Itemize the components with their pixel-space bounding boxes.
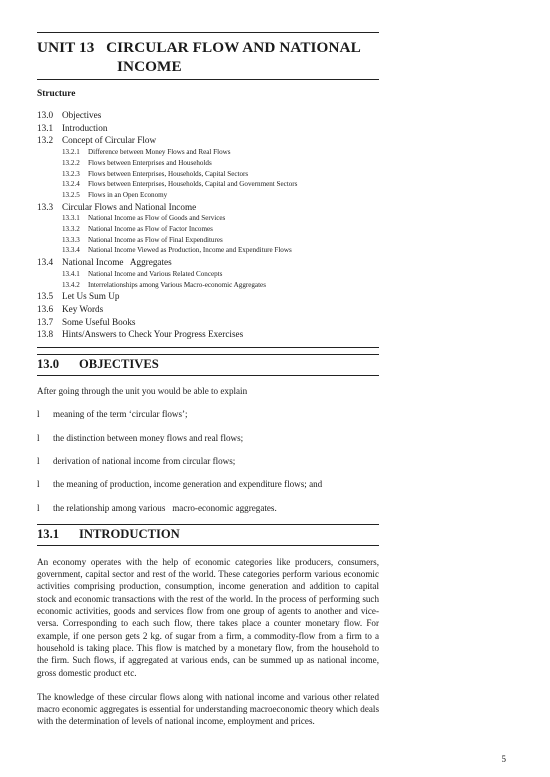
objective-text: derivation of national income from circular flows; [53, 455, 236, 466]
toc-number: 13.4.1 [62, 269, 80, 278]
structure-list [37, 109, 379, 341]
objectives-intro: After going through the unit you would be able to explain [37, 386, 248, 397]
unit-title-line2: INCOME [117, 58, 182, 75]
bullet-glyph: l [37, 479, 40, 490]
toc-number: 13.2.4 [62, 180, 80, 189]
toc-subitem [37, 147, 379, 158]
toc-label: Concept of Circular Flow [62, 135, 157, 146]
toc-subitem [37, 213, 379, 224]
toc-number: 13.2 [37, 135, 54, 146]
objective-bullet [37, 432, 379, 444]
section-heading-objectives [37, 355, 379, 375]
toc-item [37, 109, 379, 122]
toc-number: 13.2.5 [62, 190, 80, 199]
toc-subitem [37, 269, 379, 280]
toc-label: Let Us Sum Up [62, 291, 120, 302]
toc-label: Flows between Enterprises, Households, Capital Sectors [88, 169, 249, 178]
toc-label: Key Words [62, 303, 104, 314]
toc-label: National Income Aggregates [62, 257, 172, 268]
objectives-bullet-list [37, 408, 379, 513]
toc-label: Some Useful Books [62, 316, 136, 327]
toc-number: 13.6 [37, 303, 54, 314]
toc-item [37, 256, 379, 269]
toc-number: 13.2.3 [62, 169, 80, 178]
toc-label: Difference between Money Flows and Real Flows [88, 148, 231, 157]
toc-label: National Income Viewed as Production, Income and Expenditure Flows [88, 246, 292, 255]
toc-label: Interrelationships among Various Macro-economic Aggregates [88, 280, 266, 289]
toc-item [37, 134, 379, 147]
toc-number: 13.1 [37, 122, 54, 133]
toc-number: 13.0 [37, 110, 54, 120]
page-content [37, 32, 379, 728]
toc-label: Flows in an Open Economy [88, 190, 168, 199]
toc-label: Objectives [62, 110, 102, 120]
toc-subitem [37, 179, 379, 190]
structure-heading: Structure [37, 89, 76, 99]
toc-number: 13.7 [37, 316, 54, 327]
section-number: 13.0 [37, 357, 60, 372]
toc-label: Hints/Answers to Check Your Progress Exercises [62, 329, 244, 340]
toc-subitem [37, 280, 379, 291]
bullet-glyph: l [37, 432, 40, 443]
toc-number: 13.3.2 [62, 225, 80, 234]
toc-number: 13.3.1 [62, 214, 80, 223]
objective-bullet [37, 502, 379, 514]
toc-label: National Income and Various Related Concepts [88, 269, 223, 278]
objective-bullet [37, 408, 379, 420]
toc-item [37, 316, 379, 329]
bullet-glyph: l [37, 502, 40, 513]
introduction-paragraph-2: The knowledge of these circular flows along with national income and various other related macro economic aggregates is essential for understanding macroeconomic theory which deals with the determination of levels of national income, employment and prices. [37, 691, 379, 727]
toc-label: Circular Flows and National Income [62, 201, 197, 212]
objectives-bottom-rule [37, 375, 379, 376]
toc-subitem [37, 169, 379, 180]
toc-subitem [37, 190, 379, 201]
objective-text: the relationship among various macro-economic aggregates. [53, 502, 277, 513]
toc-label: Flows between Enterprises, Households, Capital and Government Sectors [88, 180, 298, 189]
section-title: INTRODUCTION [79, 526, 180, 541]
objective-text: meaning of the term ‘circular flows’; [53, 409, 188, 420]
unit-title [37, 38, 379, 76]
objective-bullet [37, 478, 379, 490]
toc-subitem [37, 158, 379, 169]
section-number: 13.1 [37, 526, 60, 541]
toc-number: 13.4.2 [62, 280, 80, 289]
toc-subitem [37, 245, 379, 256]
objective-bullet [37, 455, 379, 467]
toc-subitem [37, 224, 379, 235]
objective-text: the meaning of production, income generation and expenditure flows; and [53, 479, 323, 490]
section-title: OBJECTIVES [79, 357, 159, 372]
toc-number: 13.3.4 [62, 246, 80, 255]
toc-item [37, 328, 379, 341]
introduction-bottom-rule [37, 545, 379, 546]
toc-number: 13.3.3 [62, 235, 80, 244]
toc-label: National Income as Flow of Goods and Services [88, 214, 226, 223]
toc-label: National Income as Flow of Factor Incomes [88, 225, 213, 234]
toc-label: Flows between Enterprises and Households [88, 158, 212, 167]
bullet-glyph: l [37, 455, 40, 466]
unit-title-line1: UNIT 13 CIRCULAR FLOW AND NATIONAL [37, 39, 361, 56]
toc-number: 13.4 [37, 257, 54, 268]
page-number: 5 [501, 754, 506, 764]
toc-number: 13.2.1 [62, 148, 80, 157]
toc-subitem [37, 235, 379, 246]
toc-label: Introduction [62, 122, 108, 133]
toc-label: National Income as Flow of Final Expenditures [88, 235, 223, 244]
title-top-rule [37, 32, 379, 33]
bullet-glyph: l [37, 409, 40, 420]
toc-item [37, 290, 379, 303]
introduction-paragraph-1: An economy operates with the help of economic categories like producers, consumers, government, capital sector and rest of the world. These categories perform various economic activities comprising production, consumption, income generation and addition to capital stock and economic transactions with the rest of the world. In the process of performing such economic activities, goods and services flow from one group of agents to another and vice-versa. Corresponding to each such flow, there takes place a counter monetary flow. For example, if one person gets 2 kg. of sugar from a firm, a commodity-flow from a firm to a household is taking place. This flow is matched by a monetary flow, from the household to the firm. Such flows, if aggregated at various ends, can be summed up as national income, gross domestic product etc. [37, 556, 379, 678]
toc-item [37, 303, 379, 316]
toc-number: 13.3 [37, 201, 54, 212]
section-heading-introduction [37, 525, 379, 545]
toc-number: 13.2.2 [62, 158, 80, 167]
toc-number: 13.5 [37, 291, 54, 302]
title-bottom-rule [37, 79, 379, 80]
toc-number: 13.8 [37, 329, 54, 340]
toc-item [37, 201, 379, 214]
toc-item [37, 122, 379, 135]
objective-text: the distinction between money flows and real flows; [53, 432, 244, 443]
structure-bottom-rule [37, 347, 379, 348]
